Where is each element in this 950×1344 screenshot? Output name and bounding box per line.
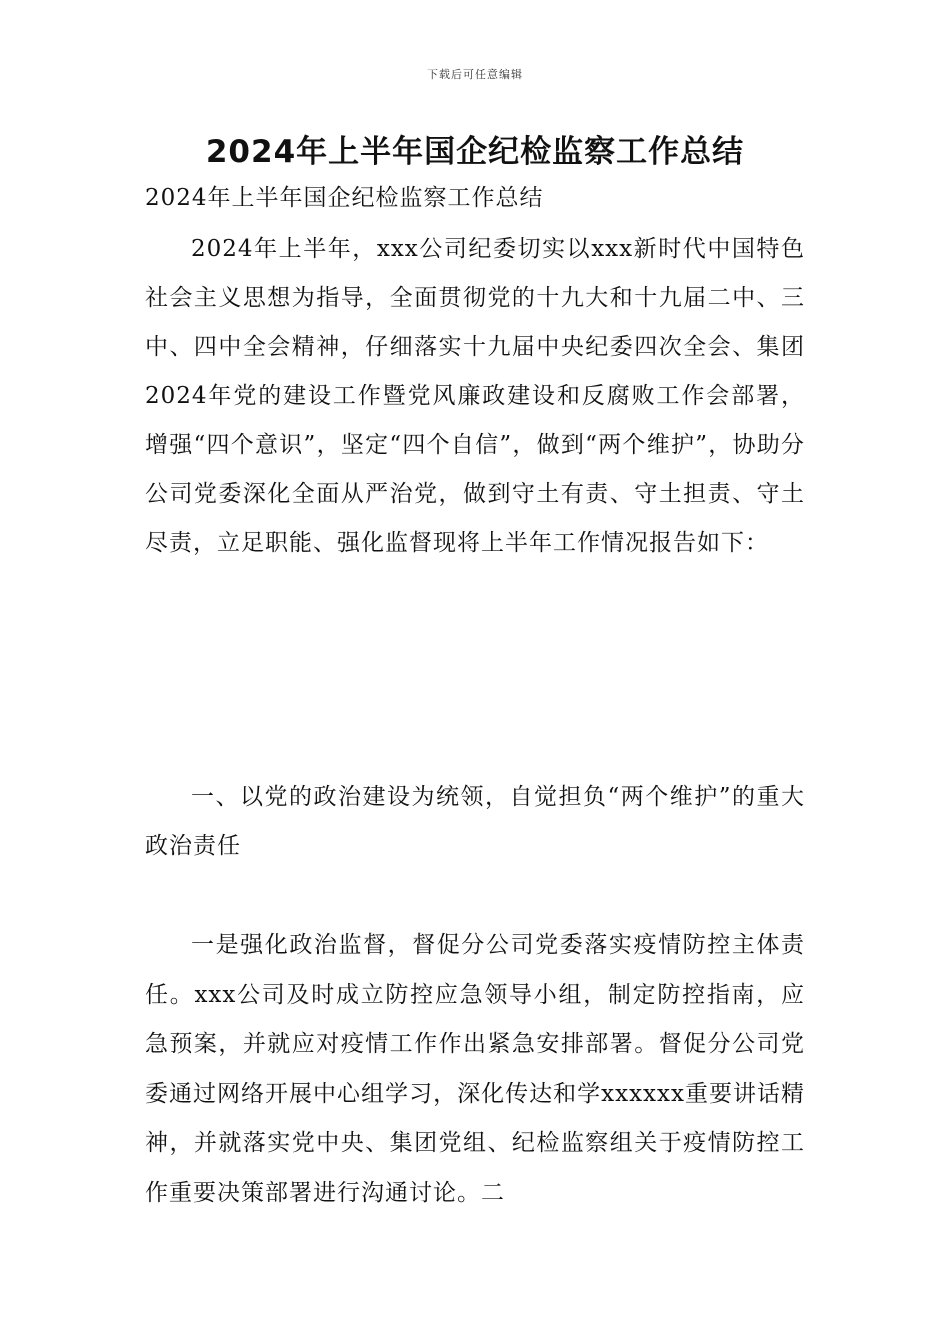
intro-paragraph: 2024年上半年，xxx公司纪委切实以xxx新时代中国特色社会主义思想为指导，全面贯彻党的十九大和十九届二中、三中、四中全会精神，仔细落实十九届中央纪委四次全会、集团2024年党的建设工作暨党风廉政建设和反腐败工作会部署，增强“四个意识”，坚定“四个自信”，做到“两个维护”，协助分公司党委深化全面从严治党，做到守土有责、守土担责、守土尽责，立足职能、强化监督现将上半年工作情况报告如下： [145, 236, 805, 556]
document-title: 2024年上半年国企纪检监察工作总结 [205, 134, 745, 170]
document-subtitle: 2024年上半年国企纪检监察工作总结 [145, 185, 544, 211]
header-note: 下载后可任意编辑 [427, 68, 523, 81]
section-heading-1: 一、以党的政治建设为统领，自觉担负“两个维护”的重大政治责任 [145, 784, 805, 859]
section-1-paragraph-1: 一是强化政治监督，督促分公司党委落实疫情防控主体责任。xxx公司及时成立防控应急领导小组，制定防控指南，应急预案，并就应对疫情工作作出紧急安排部署。督促分公司党委通过网络开展中心组学习，深化传达和学xxxxxx重要讲话精神，并就落实党中央、集团党组、纪检监察组关于疫情防控工作重要决策部署进行沟通讨论。二 [145, 932, 805, 1206]
